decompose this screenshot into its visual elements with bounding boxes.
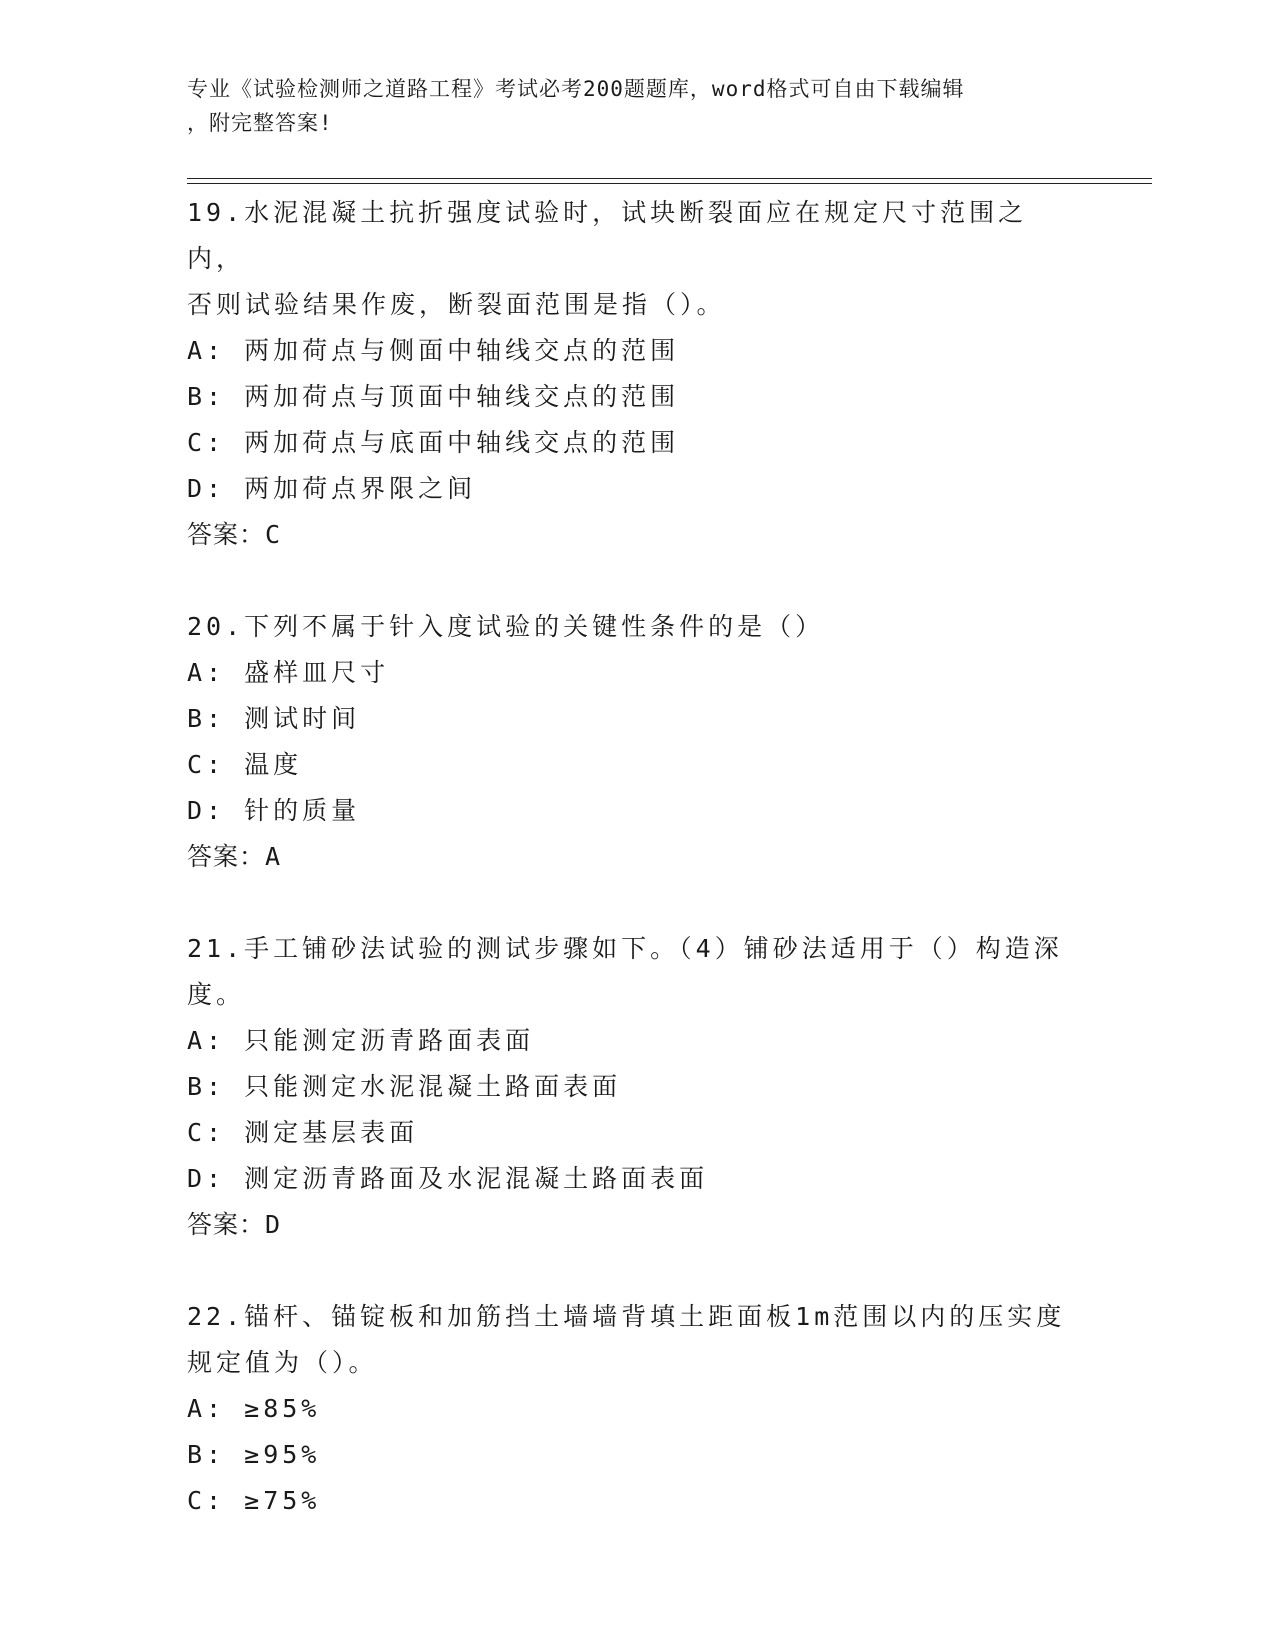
option-c: C: 温度 <box>187 750 303 779</box>
option-a: A: ≥85% <box>187 1394 321 1423</box>
option-b: B: 两加荷点与顶面中轴线交点的范围 <box>187 382 680 411</box>
question-stem-line: 22.锚杆、锚锭板和加筋挡土墙墙背填土距面板1m范围以内的压实度 <box>187 1302 1066 1331</box>
answer-line <box>187 512 1067 558</box>
option-d: D: 两加荷点界限之间 <box>187 474 477 503</box>
option-d: D: 针的质量 <box>187 796 361 825</box>
option-a: A: 只能测定沥青路面表面 <box>187 1026 535 1055</box>
question-stem-line: 20.下列不属于针入度试验的关键性条件的是（） <box>187 612 825 641</box>
answer-line <box>187 834 1067 880</box>
question-22 <box>187 1294 1067 1524</box>
option-b: B: 测试时间 <box>187 704 361 733</box>
option-b: B: 只能测定水泥混凝土路面表面 <box>187 1072 622 1101</box>
answer-value: D <box>265 1210 282 1239</box>
option-d: D: 测定沥青路面及水泥混凝土路面表面 <box>187 1164 709 1193</box>
answer-label: 答案： <box>187 1210 266 1239</box>
question-stem-line: 度。 <box>187 980 246 1009</box>
question-21 <box>187 926 1067 1248</box>
answer-label: 答案： <box>187 842 266 871</box>
option-c: C: 测定基层表面 <box>187 1118 419 1147</box>
header-divider-top <box>187 178 1152 179</box>
question-stem-line: 规定值为（）。 <box>187 1348 378 1377</box>
question-stem-line: 19.水泥混凝土抗折强度试验时，试块断裂面应在规定尺寸范围之内， <box>187 198 1028 273</box>
question-19 <box>187 190 1067 558</box>
question-list <box>187 190 1067 1570</box>
question-stem-line: 21.手工铺砂法试验的测试步骤如下。（4）铺砂法适用于（）构造深 <box>187 934 1063 963</box>
question-20 <box>187 604 1067 880</box>
option-c: C: ≥75% <box>187 1486 321 1515</box>
question-stem-line: 否则试验结果作废，断裂面范围是指（）。 <box>187 290 726 319</box>
option-c: C: 两加荷点与底面中轴线交点的范围 <box>187 428 680 457</box>
answer-label: 答案： <box>187 520 266 549</box>
option-a: A: 盛样皿尺寸 <box>187 658 390 687</box>
answer-value: A <box>265 842 282 871</box>
option-b: B: ≥95% <box>187 1440 321 1469</box>
answer-value: C <box>265 520 282 549</box>
header-divider-bottom <box>187 183 1152 184</box>
option-a: A: 两加荷点与侧面中轴线交点的范围 <box>187 336 680 365</box>
header-line-1: 专业《试验检测师之道路工程》考试必考200题题库，word格式可自由下载编辑 <box>187 77 965 101</box>
document-header <box>187 72 1067 140</box>
header-line-2: ，附完整答案! <box>187 111 333 135</box>
answer-line <box>187 1202 1067 1248</box>
